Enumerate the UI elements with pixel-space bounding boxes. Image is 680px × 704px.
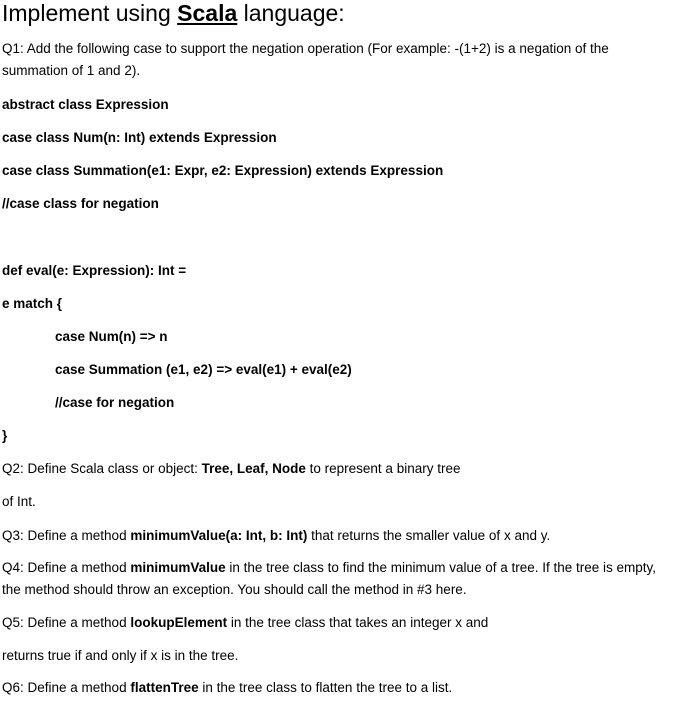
q1-code-line-2: case class Num(n: Int) extends Expression — [2, 130, 277, 145]
q5-method-name: lookupElement — [130, 615, 228, 630]
q1-question: Q1: Add the following case to support the negation operation (For example: -(1+2) is a negation of the summation of 1 and 2). — [2, 41, 609, 78]
q5-prefix: Q5: Define a method — [2, 615, 131, 630]
q3-suffix: that returns the smaller value of x and y. — [307, 528, 551, 543]
q4-prefix: Q4: Define a method — [2, 560, 131, 575]
q1-code-line-10: } — [2, 428, 8, 443]
q6-suffix: in the tree class to flatten the tree to a list. — [198, 680, 453, 695]
q1-code-line-3: case class Summation(e1: Expr, e2: Expression) extends Expression — [2, 163, 444, 178]
q1-code-line-9: //case for negation — [55, 395, 175, 410]
q3-method-signature: minimumValue(a: Int, b: Int) — [130, 528, 308, 543]
q4-question — [2, 557, 678, 601]
q1-code-line-8: case Summation (e1, e2) => eval(e1) + eval(e2) — [55, 362, 352, 377]
q4-suffix: in the tree class to find the minimum value of a tree. If the tree is empty, the method should throw an exception. You should call the method in #3 here. — [2, 560, 657, 597]
q2-question-line-2: of Int. — [2, 494, 36, 509]
title-prefix: Implement using — [2, 0, 178, 26]
q1-code-line-4: //case class for negation — [2, 196, 159, 211]
q1-code-line-7: case Num(n) => n — [55, 329, 168, 344]
q3-prefix: Q3: Define a method — [2, 528, 131, 543]
q1-code-line-5: def eval(e: Expression): Int = — [2, 263, 187, 278]
q1-code-line-6: e match { — [2, 296, 63, 311]
q2-question — [2, 459, 460, 479]
q1-code-line-1: abstract class Expression — [2, 97, 169, 112]
q2-bold-terms: Tree, Leaf, Node — [201, 461, 306, 476]
q5-question-line-2: returns true if and only if x is in the tree. — [2, 648, 239, 663]
q2-suffix: to represent a binary tree — [305, 461, 461, 476]
title-language-keyword: Scala — [177, 0, 238, 26]
q6-question — [2, 678, 452, 698]
page-title — [2, 0, 345, 28]
q3-question — [2, 526, 550, 546]
q4-method-name: minimumValue — [130, 560, 226, 575]
q6-prefix: Q6: Define a method — [2, 680, 131, 695]
title-suffix: language: — [237, 0, 345, 26]
q5-suffix: in the tree class that takes an integer x and — [227, 615, 489, 630]
q5-question — [2, 613, 488, 633]
q2-prefix: Q2: Define Scala class or object: — [2, 461, 202, 476]
q6-method-name: flattenTree — [130, 680, 199, 695]
